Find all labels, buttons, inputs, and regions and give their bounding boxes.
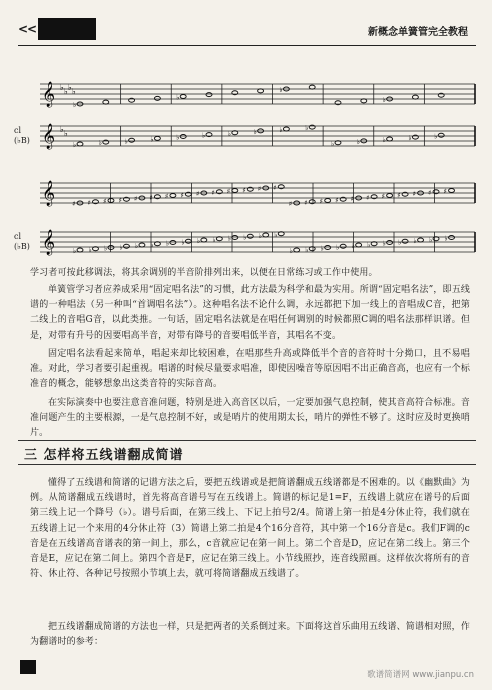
flat-sign: ♭ [73, 141, 77, 149]
clef-label-2 [14, 232, 30, 252]
section-rule-top [18, 440, 476, 441]
page-number-block [20, 660, 36, 674]
key-signature-flat: ♭ [60, 125, 64, 134]
flat-sign: ♭ [274, 230, 278, 239]
flat-sign: ♭ [150, 240, 154, 249]
flat-sign: ♭ [196, 237, 201, 245]
header-book-title: 新概念单簧管完全教程 [368, 27, 468, 38]
paragraph-3: 固定唱名法看起来简单，唱起来却比较困难，在唱那些升高或降低半个音的音符时十分拗口，且不易唱准。对此，学习者要引起重视。唱谱的时候尽量要求唱准，即使因噪音等原因唱不出正确音高，也应有一个标准音的概念，能够想象出这类音符的实际音高。 [30, 349, 470, 390]
sharp-sign: ♯ [412, 190, 416, 198]
flat-sign: ♭ [320, 244, 324, 253]
flat-sign: ♭ [243, 233, 247, 242]
note-head [335, 141, 341, 145]
page-header [0, 18, 492, 44]
section-title: 三 怎样将五线谱翻成简谱 [24, 448, 184, 463]
note-head [278, 232, 284, 236]
sharp-sign: ♯ [72, 200, 76, 208]
sharp-sign: ♯ [350, 195, 355, 203]
flat-sign: ♭ [165, 239, 170, 248]
flat-sign: ♭ [382, 136, 386, 144]
note-head [294, 248, 300, 252]
flat-sign: ♭ [227, 234, 232, 243]
flat-sign: ♭ [124, 137, 128, 146]
note-head [438, 133, 444, 137]
sharp-sign: ♯ [102, 197, 107, 206]
sharp-sign: ♯ [288, 200, 293, 208]
sharp-sign: ♯ [133, 195, 138, 203]
sharp-sign: ♯ [257, 185, 262, 193]
note-head [180, 135, 186, 139]
note-head [185, 239, 191, 243]
sharp-sign: ♯ [87, 198, 91, 207]
flat-sign: ♭ [279, 126, 283, 134]
music-score-svg [10, 60, 480, 295]
note-head [371, 242, 377, 246]
clef-label-2-line1: cl [14, 232, 22, 241]
note-head [387, 241, 393, 245]
note-head [77, 248, 83, 252]
note-head [108, 199, 114, 203]
flat-sign: ♭ [176, 133, 180, 142]
flat-sign: ♭ [227, 129, 232, 138]
key-signature-flat: ♭ [68, 83, 72, 92]
key-signature-flat: ♭ [64, 87, 68, 96]
flat-sign: ♭ [103, 244, 108, 253]
sharp-sign: ♯ [149, 193, 153, 202]
music-score [10, 60, 480, 295]
note-head [325, 246, 331, 250]
sharp-sign: ♯ [211, 188, 215, 197]
note-head [170, 194, 176, 198]
flat-sign: ♭ [88, 245, 92, 254]
flat-sign: ♭ [331, 139, 335, 148]
treble-clef-icon: 𝄞 [42, 82, 56, 107]
flat-sign: ♭ [253, 127, 257, 136]
sharp-sign: ♯ [428, 188, 432, 197]
paragraph-5: 懂得了五线谱和简谱的记谱方法之后，要把五线谱或是把简谱翻成五线谱都是不困难的。以《幽默曲》为例。从简谱翻成五线谱时，首先将高音谱号写在五线谱上。简谱的标记是1=F，五线谱上就应在谱号的后面第三线上记一个降号（♭）。谱号后面，在第三线上、下记上拍号2/4。简谱上第一拍是4分休止符，我们就在五线谱上记一个来用的4分休止符（3）简谱上第二拍是4个16分音符，其中第一个16分音是c。我们F调的c音是在五线谱高音谱表的第一间上，那么，c音就应记在第一间上。第二个音是D，应记在第二线上。第三个音是E，应记在第二间上。第四个音是F，应记在第三线上。小节线照抄，连音线照画。这样依次将所有的音符、休止符、各种记号按照小节填上去，就可将简谱翻成五线谱了。 [30, 478, 470, 580]
note-head [283, 127, 289, 131]
sharp-sign: ♯ [242, 186, 246, 195]
note-head [232, 189, 238, 193]
key-signature-flat: ♭ [64, 129, 68, 138]
sharp-sign: ♯ [366, 193, 370, 202]
note-head [325, 199, 331, 203]
flat-sign: ♭ [98, 139, 103, 148]
note-head [309, 247, 315, 251]
sharp-sign: ♯ [397, 191, 401, 200]
sharp-sign: ♯ [304, 198, 308, 207]
note-head [356, 243, 362, 247]
note-head [309, 85, 315, 89]
paragraph-2: 单簧管学习者应养成采用“固定唱名法”的习惯，此方法最为科学和最为实用。所谓“固定唱名法”，即五线谱的一种唱法（另一种叫“首调唱名法”）。这种唱名法不论什么调，永远都把下加一线上的音唱成C音，把第二线上的音唱G音，以此类推。一句话，固定唱名法就是在唱任何调别的时候都照C调的唱名法那样识谱。但是，对带有升号的因要唱高半音，对带有降号的音要唱低半音，其唱名不变。 [30, 285, 470, 341]
clef-label-1-line2: (♭B) [14, 136, 30, 145]
sharp-sign: ♯ [195, 190, 200, 198]
flat-sign: ♭ [367, 240, 371, 249]
flat-sign: ♭ [444, 234, 448, 243]
note-head [449, 189, 455, 193]
note-head [92, 247, 98, 251]
flat-sign: ♭ [119, 243, 123, 252]
flat-sign: ♭ [212, 235, 216, 244]
note-head [206, 93, 212, 97]
note-head [340, 244, 346, 248]
flat-sign: ♭ [202, 131, 206, 140]
treble-clef-icon: 𝄞 [42, 124, 56, 149]
flat-sign: ♭ [429, 235, 433, 244]
flat-sign: ♭ [413, 237, 417, 245]
flat-sign: ♭ [73, 247, 77, 255]
note-head [154, 136, 160, 140]
key-signature-flat: ♭ [72, 87, 76, 96]
flat-sign: ♭ [336, 243, 340, 252]
treble-clef-icon: 𝄞 [42, 181, 56, 206]
sharp-sign: ♯ [118, 196, 122, 205]
sharp-sign: ♯ [273, 183, 277, 192]
note-head [123, 244, 129, 248]
flat-sign: ♭ [181, 238, 185, 247]
flat-sign: ♭ [382, 239, 386, 248]
flat-sign: ♭ [258, 232, 263, 240]
note-head [258, 89, 264, 93]
header-arrows: << [18, 22, 37, 36]
note-head [402, 239, 408, 243]
note-head [387, 194, 393, 198]
flat-sign: ♭ [305, 245, 309, 254]
sharp-sign: ♯ [164, 192, 169, 201]
clef-label-1 [14, 126, 30, 146]
note-head [361, 99, 367, 103]
paragraph-1: 学习者可按此移调法，将其余调别的半音阶排列出来，以便在日常练习或工作中使用。 [30, 268, 378, 278]
note-head [154, 96, 160, 100]
note-head [108, 246, 114, 250]
paragraph-4: 在实际演奏中也要注意音准问题，特别是进入高音区以后，一定要加强气息控制，使其音高符合标准。音准问题产生的主要根源，一是气息控制不好，或是哨片的使用期太长，哨片的弹性不够了。这时应及时更换哨片。 [30, 398, 470, 439]
header-black-block [38, 18, 96, 40]
sharp-sign: ♯ [226, 187, 231, 196]
flat-sign: ♭ [150, 135, 154, 144]
flat-sign: ♭ [289, 247, 294, 255]
note-head [180, 95, 186, 99]
clef-label-2-line2: (♭B) [14, 242, 30, 251]
sharp-sign: ♯ [443, 187, 447, 196]
flat-sign: ♭ [351, 242, 355, 250]
key-signature-flat: ♭ [60, 83, 64, 92]
note-head [232, 236, 238, 240]
note-head [433, 237, 439, 241]
note-head [139, 243, 145, 247]
flat-sign: ♭ [134, 242, 139, 250]
header-rule [18, 45, 476, 46]
flat-sign: ♭ [176, 93, 180, 102]
flat-sign: ♭ [398, 238, 402, 247]
flat-sign: ♭ [382, 96, 386, 104]
section-rule-bottom [18, 464, 476, 465]
note-head [418, 238, 424, 242]
note-head [263, 233, 269, 237]
flat-sign: ♭ [73, 101, 77, 109]
note-head [77, 142, 83, 146]
sharp-sign: ♯ [319, 197, 324, 206]
watermark: 歌谱简谱网 www.jianpu.cn [367, 670, 474, 680]
note-head [232, 131, 238, 135]
note-head [216, 237, 222, 241]
note-head [247, 234, 253, 238]
note-head [129, 138, 135, 142]
note-head [170, 241, 176, 245]
sharp-sign: ♯ [180, 191, 184, 200]
flat-sign: ♭ [279, 86, 283, 94]
note-head [387, 137, 393, 141]
flat-sign: ♭ [434, 132, 438, 141]
sharp-sign: ♯ [381, 192, 385, 201]
note-head [449, 236, 455, 240]
sharp-sign: ♯ [335, 196, 339, 205]
flat-sign: ♭ [408, 134, 412, 143]
paragraph-6: 把五线谱翻成简谱的方法也一样，只是把两者的关系倒过来。下面将这首乐曲用五线谱、简谱相对照，作为翻谱时的参考： [30, 622, 470, 648]
note-head [201, 238, 207, 242]
treble-clef-icon: 𝄞 [42, 230, 56, 255]
note-head [154, 242, 160, 246]
flat-sign: ♭ [305, 124, 309, 133]
note-head [412, 95, 418, 99]
clef-label-1-line1: cl [14, 126, 22, 135]
flat-sign: ♭ [356, 137, 361, 146]
note-head [103, 100, 109, 104]
